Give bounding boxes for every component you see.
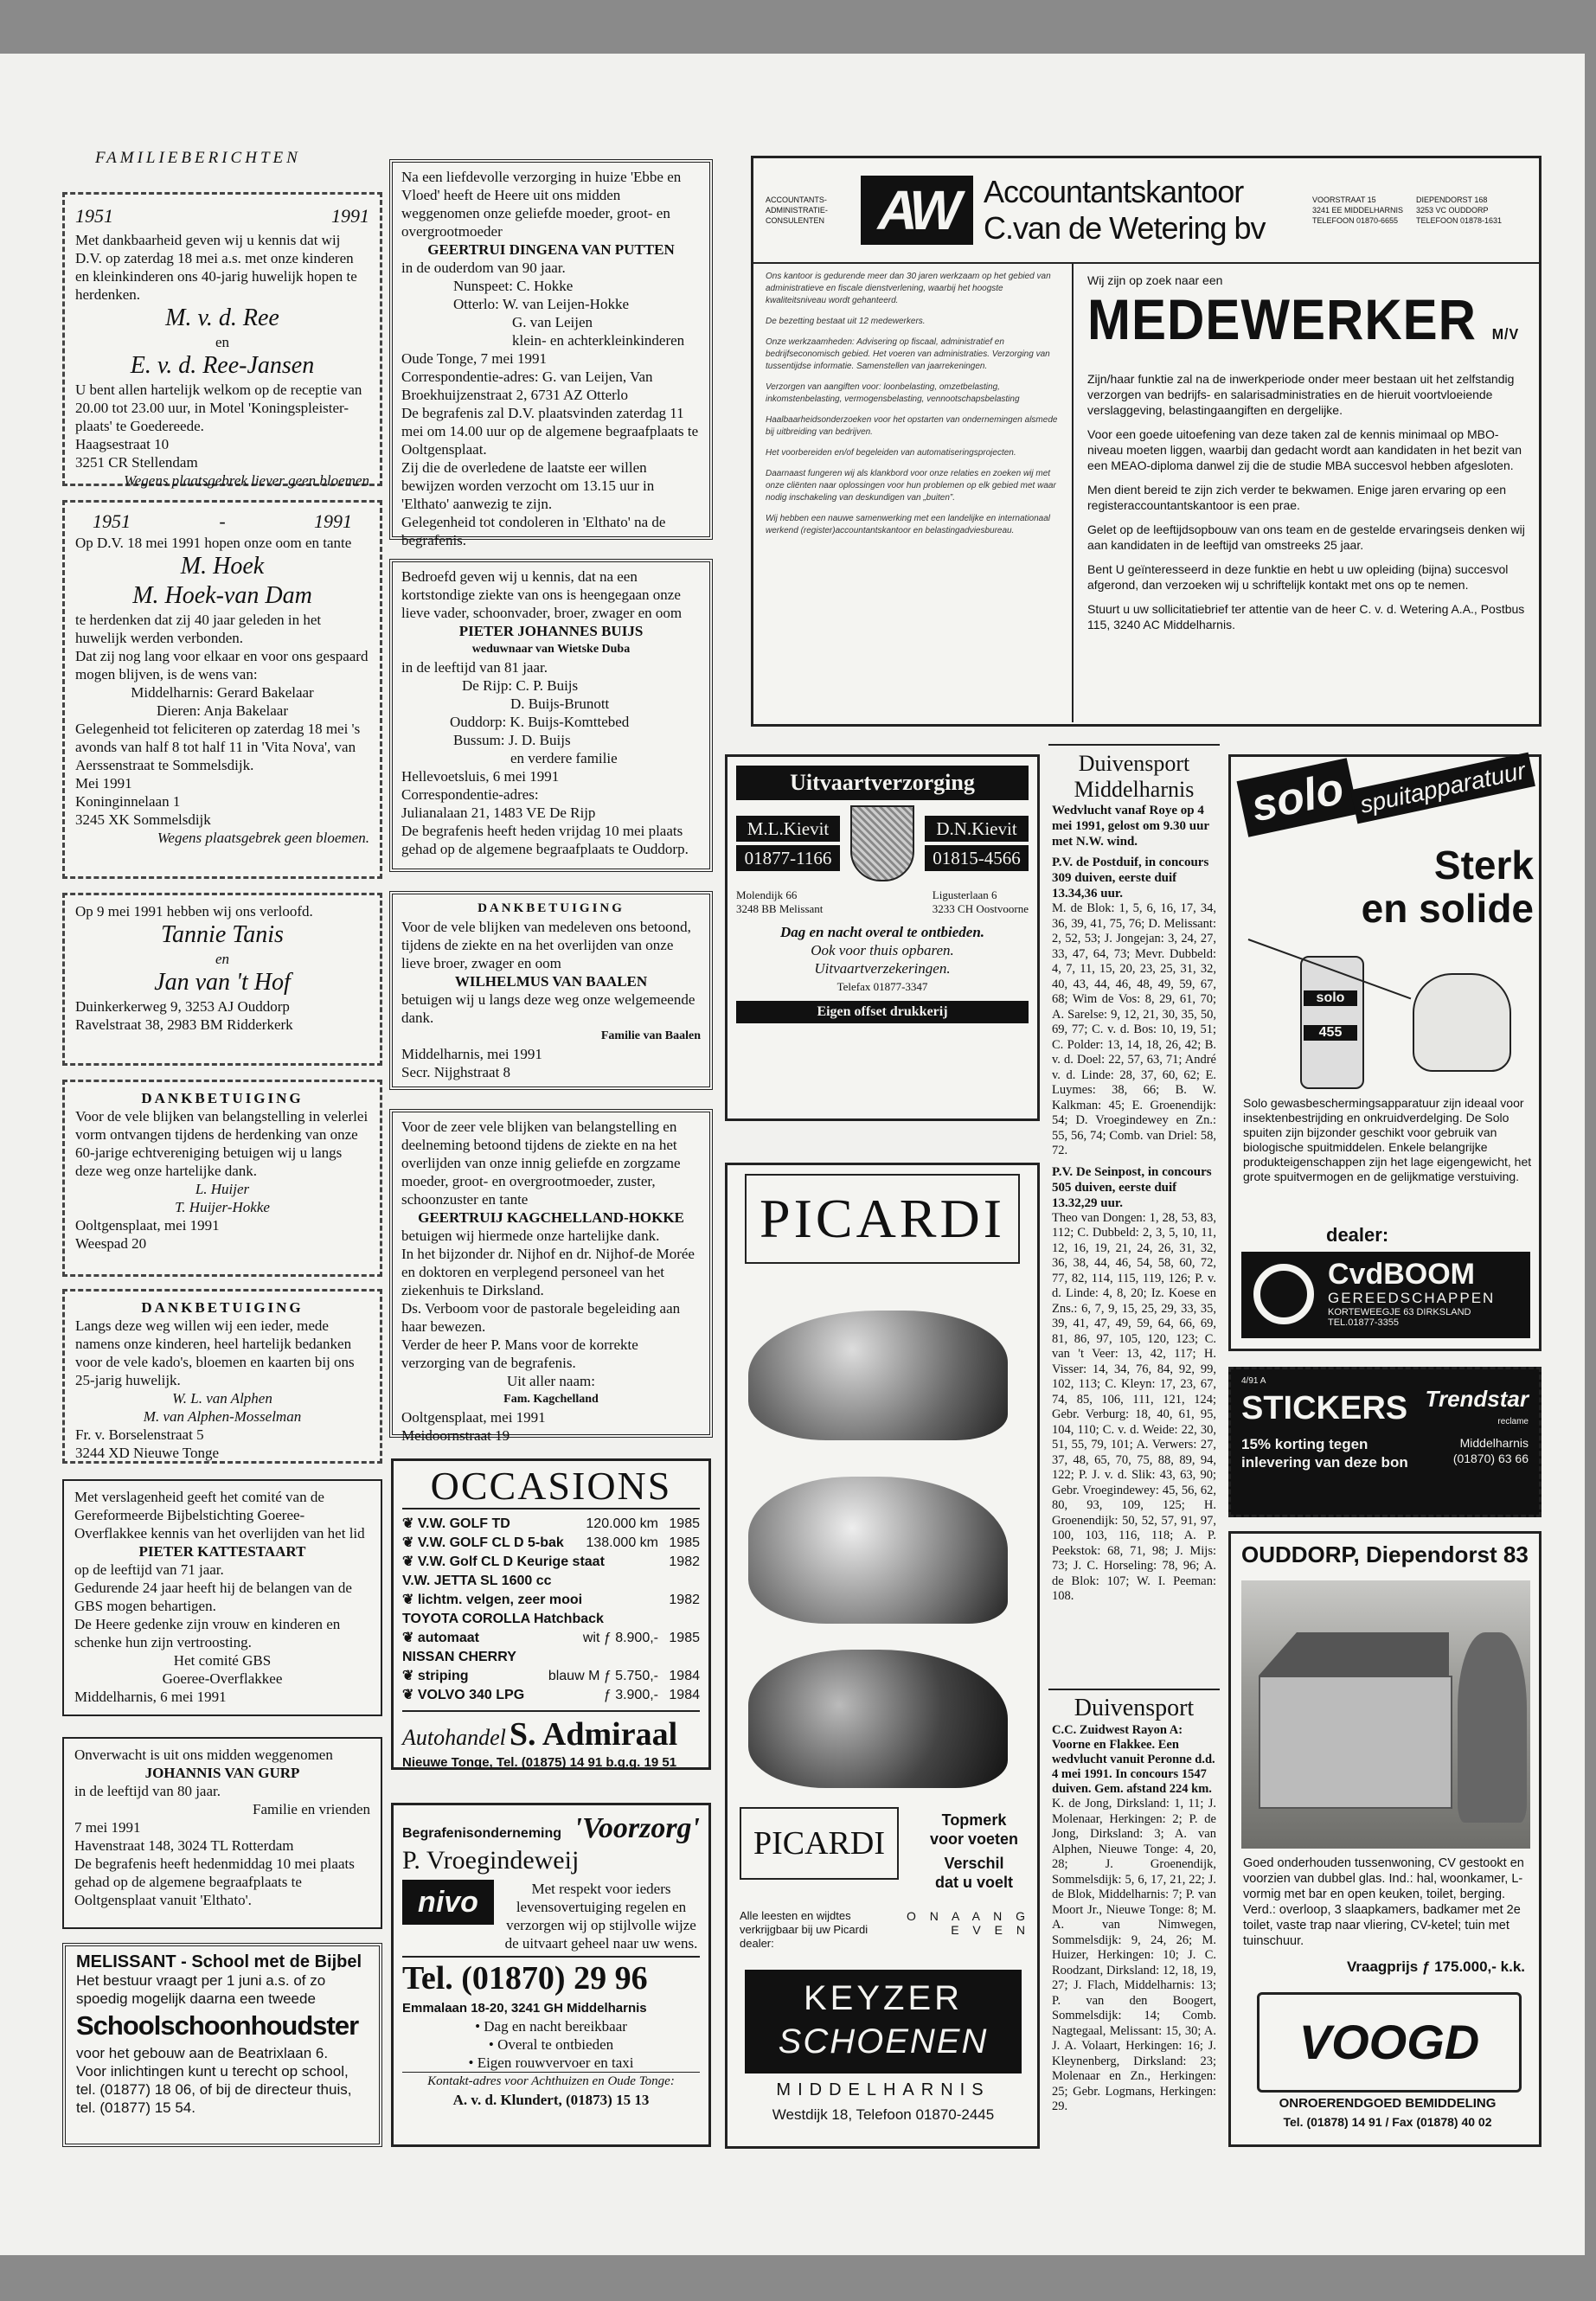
headline-2: en solide bbox=[1361, 886, 1534, 931]
address-line-2: 3251 CR Stellendam bbox=[75, 454, 198, 471]
shop-address: Westdijk 18, Telefoon 01870-2445 bbox=[772, 2106, 995, 2123]
car-row bbox=[402, 1553, 700, 1572]
car-model: TOYOTA COROLLA Hatchback bbox=[402, 1612, 604, 1626]
tag-1: Topmerk bbox=[941, 1811, 1007, 1829]
car-detail: blauw M ƒ 5.750,- bbox=[548, 1669, 658, 1683]
address-1b: 3248 BB Melissant bbox=[736, 902, 824, 915]
crest-icon bbox=[850, 805, 914, 881]
correspondence-2: Julianalaan 21, 1483 VE De Rijp bbox=[401, 804, 596, 821]
tag-2: voor voeten bbox=[929, 1830, 1019, 1848]
place-date: Middelharnis, 6 mei 1991 bbox=[74, 1689, 227, 1705]
dash: - bbox=[219, 510, 226, 532]
ad-text: Goed onderhouden tussenwoning, CV gestookt en voorzien van dubbel glas. Ind.: hal, woonkamer, L-vormig met bar en open keuken, toilet, berging. Verd.: overloop, 3 slaapkamers, badkamer met 2e toilet, vaste trap naar vliering, CV-ketel; tuin met tuinschuur. bbox=[1243, 1856, 1524, 1948]
car-row bbox=[402, 1591, 700, 1610]
address: Havenstraat 148, 3024 TL Rotterdam bbox=[74, 1837, 294, 1854]
obituary-van-putten bbox=[389, 159, 713, 548]
vacancy-intro: Wij zijn op zoek naar een bbox=[1087, 273, 1223, 287]
result-body-2: Theo van Dongen: 1, 28, 53, 83, 112; C. Dubbeld: 2, 3, 5, 10, 11, 12, 16, 19, 21, 24, 26, 31, 32, 36, 38, 44, 46, 54, 58, 60, 72, 77, 82, 114, 115, 119, 126; P. v. d. Linde: 4, 8, 20; Iz. Koese en Zns.: 6, 7, 9, 15, 25, 29, 33, 35, 39, 41, 47, 49, 59, 64, 66, 69, 81, 86, 97, 105, 120, 123; C. van 't Veer: 13, 42, 117; H. Visser: 14, 34, 76, 84, 92, 99, 102, 113; C. Kleyn: 17, 23, 67, 74, 85, 106, 111, 121, 124; Gebr. Verburg: 18, 40, 61, 95, 104, 110; C. v. d. Weide: 22, 30, 51, 55, 79, 101; A. Verwers: 27, 37, 48, 65, 70, 75, 88, 89, 94, 122; P. J. v. d. Slik: 43, 63, 90; Gebr. Vroegindewey: 45, 56, 62, 80, 93, 109, 125; H. Groenendijk: 50, 52, 57, 91, 97, 100, 103, 116, 118; A. P. Peekstok: 68, 71, 98; J. Mijs: 73; J. C. Horseling: 78, 96; A. de Blok: 107; W. I. Peeman: 108. bbox=[1052, 1210, 1216, 1603]
name-2: E. v. d. Ree-Jansen bbox=[130, 352, 315, 379]
age: op de leeftijd van 71 jaar. bbox=[74, 1561, 224, 1578]
deceased-name: JOHANNIS VAN GURP bbox=[144, 1765, 300, 1781]
bullet-3-text: Eigen rouwvervoer en taxi bbox=[477, 2054, 634, 2071]
bullet-1: • Dag en nacht bereikbaar bbox=[475, 2018, 627, 2035]
family-3: Ouddorp: K. Buijs-Komttebed bbox=[450, 714, 630, 730]
car-row bbox=[402, 1534, 700, 1553]
age: in de ouderdom van 90 jaar. bbox=[401, 260, 566, 276]
engagement-ad bbox=[62, 893, 382, 1066]
voogd-logo: VOOGD bbox=[1257, 1992, 1522, 2093]
tank-label-1: solo bbox=[1304, 990, 1357, 1006]
ad-text: Voor de vele blijken van medeleven ons betoond, tijdens de ziekte en na het overlijden van onze lieve broer, zwager en oom bbox=[401, 919, 691, 971]
car-year bbox=[658, 1572, 700, 1591]
result-body-1: M. de Blok: 1, 5, 6, 16, 17, 34, 36, 39, 41, 75, 76; D. Melissant: 2, 52, 53; J. Jongejan: 3, 24, 27, 33, 47, 64, 73; Mevr. Dubbeld: 4, 7, 11, 15, 20, 23, 25, 31, 32, 40, 43, 44, 46, 48, 49, 59, 67, 68; Wim de Vos: 8, 29, 61, 70; A. Sarelse: 9, 12, 21, 30, 35, 50, 69, 77; C. v. d. Bos: 10, 19, 51; C. Polder: 13, 14, 18, 26, 42; B. v. d. Doel: 22, 57, 63, 71; André v. d. Linde: 28, 37, 60, 62; E. Luymes: 38, 66; B. W. Kalkman: 45; E. Groenendijk: 54; D. Vroegindewey en Zn.: 55, 56, 74; Comb. van Driel: 58, 72. bbox=[1052, 901, 1216, 1157]
school-vacancy-ad bbox=[62, 1943, 382, 2147]
result-heading-1: P.V. de Postduif, in concours 309 duiven, eerste duif 13.34,36 uur. bbox=[1052, 856, 1209, 901]
address-line-2: Weespad 20 bbox=[75, 1235, 147, 1252]
address-line-1: Fr. v. Borselenstraat 5 bbox=[75, 1426, 204, 1443]
spray-banner: spuitapparatuur bbox=[1350, 753, 1535, 824]
name-1: M.L.Kievit bbox=[736, 816, 840, 842]
name-2: D.N.Kievit bbox=[925, 816, 1029, 842]
car-year bbox=[658, 1610, 700, 1629]
accountant-vacancy-ad bbox=[751, 156, 1542, 727]
shoe-image-1 bbox=[748, 1311, 1008, 1440]
name-1: M. Hoek bbox=[180, 553, 265, 580]
address: Meidoornstraat 19 bbox=[401, 1427, 510, 1444]
ad-text: Na een liefdevolle verzorging in huize 'Ebbe en Vloed' heeft de Heere uit ons midden weggenomen onze geliefde moeder, groot- en overgrootmoeder bbox=[401, 169, 682, 240]
car-year: 1982 bbox=[669, 1554, 700, 1569]
car-model: ❦ V.W. GOLF CL D 5-bak bbox=[402, 1535, 564, 1550]
year-end: 1991 bbox=[331, 205, 369, 227]
profile-4: Verzorgen van aangiften voor: loonbelasting, omzetbelasting, inkomstenbelasting, vermogensbelasting, vennootschapsbelasting bbox=[766, 382, 1020, 404]
deceased-name: GEERTRUI DINGENA VAN PUTTEN bbox=[427, 241, 675, 258]
family-2: Dieren: Anja Bakelaar bbox=[157, 702, 288, 719]
family-1: Middelharnis: Gerard Bakelaar bbox=[131, 684, 314, 701]
ad-title: DANKBETUIGING bbox=[141, 1090, 304, 1106]
addr-b-2: 3253 VC OUDDORP bbox=[1416, 206, 1489, 215]
obituary-buijs bbox=[389, 559, 713, 872]
name-1: L. Huijer bbox=[195, 1181, 250, 1197]
name-en: en bbox=[215, 334, 230, 350]
car-year: 1984 bbox=[669, 1669, 700, 1683]
tag-3: Verschil bbox=[944, 1855, 1004, 1872]
voorzorg-funeral-ad bbox=[391, 1803, 711, 2147]
contact-2: A. v. d. Klundert, (01873) 15 13 bbox=[452, 2092, 650, 2108]
phone-1: 01877-1166 bbox=[736, 845, 840, 871]
car-year bbox=[658, 1648, 700, 1667]
profile-8: Wij hebben een nauwe samenwerking met een landelijke en internationaal werkend (register)accountantskantoor en belastingadviesbureau. bbox=[766, 514, 1051, 535]
place-date: Hellevoetsluis, 6 mei 1991 bbox=[401, 768, 560, 785]
ad-text-4: Ds. Verboom voor de pastorale begeleiding aan haar bewezen. bbox=[401, 1300, 681, 1335]
family-1: De Rijp: C. P. Buijs bbox=[462, 677, 579, 694]
address-line-2: 3245 XK Sommelsdijk bbox=[75, 811, 211, 828]
dealer-label: dealer: bbox=[1326, 1224, 1389, 1246]
ad-text-2: te herdenken dat zij 40 jaar geleden in het huwelijk werden verbonden. bbox=[75, 612, 322, 646]
address-line-2: Ravelstraat 38, 2983 BM Ridderkerk bbox=[75, 1016, 293, 1033]
family-5: en verdere familie bbox=[510, 750, 618, 766]
name-2: M. Hoek-van Dam bbox=[132, 582, 312, 609]
ad-text: Met dankbaarheid geven wij u kennis dat wij D.V. op zaterdag 18 mei a.s. met onze kinderen en kleinkinderen ons 40-jarig huwelijk hopen te herdenken. bbox=[75, 232, 357, 303]
keyzer-logo bbox=[745, 1970, 1022, 2073]
result-heading-2: P.V. De Seinpost, in concours 505 duiven, eerste duif 13.32,29 uur. bbox=[1052, 1164, 1212, 1210]
offer-2: inlevering van deze bon bbox=[1241, 1454, 1408, 1471]
car-row bbox=[402, 1629, 700, 1648]
ad-text-4: Gelegenheid tot condoleren in 'Elthato' na de begrafenis. bbox=[401, 514, 666, 548]
family-4: klein- en achterkleinkinderen bbox=[512, 332, 685, 349]
ad-text: Op 9 mei 1991 hebben wij ons verloofd. bbox=[75, 903, 313, 920]
owner-name: P. Vroegindeweij bbox=[402, 1846, 580, 1875]
profile-3: Onze werkzaamheden: Advisering op fiscaal, administratief en bedrijfseconomisch gebied. Het voeren van administraties. Verzorging van tussentijdse informatie. Samenstellen van jaarrekeningen. bbox=[766, 337, 1050, 371]
car-model: NISSAN CHERRY bbox=[402, 1650, 516, 1664]
kievit-funeral-ad bbox=[725, 754, 1040, 1121]
car-model: ❦ V.W. GOLF TD bbox=[402, 1516, 510, 1531]
contact-town: Middelharnis bbox=[1459, 1436, 1529, 1450]
obituary-van-gurp bbox=[62, 1737, 382, 1929]
slogan-2: Ook voor thuis opbaren. bbox=[811, 942, 954, 958]
sprayer-image bbox=[1248, 939, 1525, 1086]
year-start: 1951 bbox=[93, 510, 131, 532]
ad-text-2: betuigen wij u langs deze weg onze welgemeende dank. bbox=[401, 991, 695, 1026]
car-model: ❦ striping bbox=[402, 1669, 469, 1683]
ad-text-2: voor het gebouw aan de Beatrixlaan 6. bbox=[76, 2045, 329, 2061]
ad-text: Langs deze weg willen wij een ieder, mede namens onze kinderen, heel hartelijk bedanken voor de vele kado's, bloemen en kaarten bij ons 25-jarig huwelijk. bbox=[75, 1317, 355, 1388]
pigeon-racing-article-2 bbox=[1048, 1689, 1220, 2147]
age: in de leeftijd van 81 jaar. bbox=[401, 659, 548, 676]
company-type: Begrafenisonderneming bbox=[402, 1826, 562, 1841]
car-year: 1984 bbox=[669, 1688, 700, 1702]
dealer-note: Alle leesten en wijdtes verkrijgbaar bij uw Picardi dealer: bbox=[740, 1909, 869, 1950]
trendstar-logo: Trendstar bbox=[1425, 1386, 1529, 1412]
ad-title: DANKBETUIGING bbox=[478, 901, 625, 915]
slogan-1: Dag en nacht overal te ontbieden. bbox=[779, 924, 985, 940]
phone: Tel. (01870) 29 96 bbox=[402, 1956, 700, 1999]
job-title-text: MEDEWERKER bbox=[1087, 287, 1477, 352]
thanks-ad-kagchelland bbox=[389, 1109, 713, 1444]
bullet-3: • Eigen rouwvervoer en taxi bbox=[468, 2054, 634, 2071]
ad-text: Met verslagenheid geeft het comité van de Gereformeerde Bijbelstichting Goeree-Overflakkee kennis van het overlijden van het lid bbox=[74, 1489, 365, 1541]
address: Secr. Nijghstraat 8 bbox=[401, 1064, 511, 1080]
profile-5: Haalbaarheidsonderzoeken voor het opstarten van ondernemingen alsmede bij uitbreiding van bedrijven. bbox=[766, 415, 1058, 437]
aw-logo: AW bbox=[861, 176, 973, 245]
ad-title: OUDDORP, Diependorst 83 bbox=[1241, 1541, 1529, 1567]
article-title-1: Duivensport bbox=[1078, 751, 1190, 776]
ad-text-2: De begrafenis heeft hedenmiddag 10 mei plaats gehad op de algemene begraafplaats te Ooltgensplaat vanuit 'Elthato'. bbox=[74, 1856, 355, 1908]
car-year: 1985 bbox=[669, 1535, 700, 1550]
company-name-1: Accountantskantoor bbox=[984, 174, 1244, 209]
car-model: ❦ V.W. Golf CL D Keurige staat bbox=[402, 1554, 605, 1569]
addr-a-3: TELEFOON 01870-6655 bbox=[1312, 216, 1399, 225]
brand: 'Voorzorg' bbox=[574, 1812, 700, 1844]
dealer-name: CvdBOOM bbox=[1328, 1258, 1475, 1291]
vacancy-p2: Voor een goede uitoefening van deze taken zal de kennis minimaal op MBO-niveau moeten liggen, waarbij dan gedacht wordt aan kandidaten in het bezit van een MEAO-diploma danwel zij die de studie MBA succesvol hebben afgesloten. bbox=[1087, 427, 1522, 472]
reception: U bent allen hartelijk welkom op de receptie van 20.00 tot 23.00 uur, in Motel 'Koningspleister-plaats' te Goedereede. bbox=[75, 381, 362, 434]
solo-sprayer-ad bbox=[1228, 754, 1542, 1351]
name-1: W. L. van Alphen bbox=[172, 1390, 272, 1407]
note: Wegens plaatsgebrek geen bloemen. bbox=[157, 830, 369, 846]
cvdboom-logo bbox=[1241, 1252, 1530, 1338]
place-date: Middelharnis, mei 1991 bbox=[401, 1046, 542, 1062]
shop-name-1: KEYZER bbox=[803, 1979, 964, 2017]
family-3: G. van Leijen bbox=[512, 314, 593, 330]
headline-1: Sterk bbox=[1433, 843, 1534, 888]
ad-text-5: Verder de heer P. Mans voor de korrekte verzorging van de begrafenis. bbox=[401, 1336, 638, 1371]
dealer-prefix: Autohandel bbox=[402, 1725, 506, 1750]
print-bar: Eigen offset drukkerij bbox=[736, 1001, 1029, 1023]
signature-1: Uit aller naam: bbox=[507, 1373, 595, 1389]
gender-label: M/V bbox=[1491, 326, 1520, 343]
ad-text-2: Gedurende 24 jaar heeft hij de belangen van de GBS mogen behartigen. bbox=[74, 1580, 352, 1614]
vacancy-text bbox=[1074, 264, 1539, 722]
brand-logo-small: PICARDI bbox=[740, 1807, 899, 1880]
coupon-code: 4/91 A bbox=[1241, 1376, 1266, 1386]
car-list bbox=[402, 1515, 700, 1705]
address-1a: Molendijk 66 bbox=[736, 888, 798, 901]
ad-text-3: Zij die de overledene de laatste eer willen bewijzen worden verzocht om 13.15 uur in 'Elthato' aanwezig te zijn. bbox=[401, 459, 655, 512]
family-2: D. Buijs-Brunott bbox=[510, 695, 610, 712]
reception: Gelegenheid tot feliciteren op zaterdag 18 mei 's avonds van half 8 tot half 11 in 'Vita Nova', van Aerssenstraat te Sommelsdijk. bbox=[75, 721, 361, 773]
article-title-2: Middelharnis bbox=[1074, 777, 1195, 802]
anniversary-ad-ree bbox=[62, 192, 382, 489]
address-line-1: Haagsestraat 10 bbox=[75, 436, 170, 452]
car-year: 1985 bbox=[669, 1516, 700, 1531]
ad-text-3: In het bijzonder dr. Nijhof en dr. Nijhof-de Morée en doktoren en verplegend personeel van het ziekenhuis te Dirksland. bbox=[401, 1246, 695, 1298]
ad-text-3: Voor inlichtingen kunt u terecht op school, tel. (01877) 18 06, of bij de directeur thuis, tel. (01877) 15 54. bbox=[76, 2063, 352, 2116]
ad-title: MELISSANT - School met de Bijbel bbox=[76, 1952, 362, 1971]
address-ouddorp bbox=[1416, 195, 1511, 226]
arc-text: O N A A N G E V E N bbox=[906, 1909, 1030, 1937]
profile-2: De bezetting bestaat uit 12 medewerkers. bbox=[766, 317, 926, 326]
article-body: K. de Jong, Dirksland: 1, 11; J. Molenaar, Herkingen: 2; P. de Jong, Dirksland: 3; A. van Alphen, Nieuwe Tonge: 4, 20, 28; J. Groenendijk, Sommelsdijk: 5, 6, 17, 21, 22; J. de Blok, Middelharnis: 7; P. van Moort Jr., Nieuwe Tonge: 8; M. A. van Nimwegen, Sommelsdijk: 9, 24, 26; M. Huizer, Herkingen: 10; J. C. Roodzant, Dirksland: 12, 18, 19, 27; J. Flach, Middelharnis: 13; P. van den Boogert, Sommelsdijk: 14; Comb. Nagtegaal, Melissant: 15, 30; A. J. A. Volaart, Herkingen: 16; J. Kleynenberg, Dirksland: 23; Molenaar en Zn., Herkingen: 25; Gebr. Logmans, Herkingen: 29. bbox=[1052, 1797, 1216, 2113]
house-photo bbox=[1241, 1580, 1530, 1849]
deceased-name: GEERTRUIJ KAGCHELLAND-HOKKE bbox=[418, 1209, 684, 1226]
car-year: 1985 bbox=[669, 1631, 700, 1645]
car-row bbox=[402, 1515, 700, 1534]
phone-2: 01815-4566 bbox=[925, 845, 1029, 871]
shoe-image-3 bbox=[748, 1650, 1008, 1788]
addr-a-2: 3241 EE MIDDELHARNIS bbox=[1312, 206, 1404, 215]
article-title: Duivensport bbox=[1074, 1695, 1195, 1721]
stickers-coupon bbox=[1228, 1367, 1542, 1517]
ad-text: Voor de vele blijken van belangstelling in velerlei vorm ontvangen tijdens de herdenking van onze 60-jarige echtvereniging betuigen wij u langs deze weg onze hartelijke dank. bbox=[75, 1108, 369, 1179]
car-row bbox=[402, 1610, 700, 1629]
services-line-2: ADMINISTRATIE- bbox=[766, 206, 828, 215]
house-sale-ad bbox=[1228, 1531, 1542, 2147]
ad-text-3: De Heere gedenke zijn vrouw en kinderen en schenke hun zijn vertroosting. bbox=[74, 1616, 341, 1650]
services-line-1: ACCOUNTANTS- bbox=[766, 195, 827, 204]
anniversary-ad-hoek bbox=[62, 500, 382, 879]
deceased-name: WILHELMUS VAN BAALEN bbox=[454, 973, 648, 990]
car-model: ❦ VOLVO 340 LPG bbox=[402, 1688, 525, 1702]
tank-label-2: 455 bbox=[1304, 1025, 1357, 1041]
place-date: Oude Tonge, 7 mei 1991 bbox=[401, 350, 547, 367]
article-lead: C.C. Zuidwest Rayon A: Voorne en Flakkee. Een wedvlucht vanuit Peronne d.d. 4 mei 1991. In concours 1547 duiven. Gem. afstand 224 km. bbox=[1052, 1723, 1215, 1796]
thanks-ad-van-baalen bbox=[389, 891, 713, 1090]
section-header: FAMILIEBERICHTEN bbox=[95, 149, 301, 167]
car-model: ❦ lichtm. velgen, zeer mooi bbox=[402, 1593, 583, 1607]
contact-1: Kontakt-adres voor Achthuizen en Oude Tonge: bbox=[402, 2072, 700, 2091]
services-label bbox=[766, 195, 861, 226]
name-2: M. van Alphen-Mosselman bbox=[143, 1408, 302, 1425]
ad-text: Solo gewasbeschermingsapparatuur zijn ideaal voor insektenbestrijding en onkruidverdelging. De Solo spuiten zijn bijzonder geschikt voor gebruik van biologische spuitmiddelen. Enkele belangrijke produkteigenschappen zijn het lage eigengewicht, het grote spuitvermogen en de gelijkmatige verstuiving. bbox=[1243, 1096, 1532, 1183]
address-line-2: 3244 XD Nieuwe Tonge bbox=[75, 1445, 220, 1461]
name-2: Jan van 't Hof bbox=[154, 969, 291, 996]
ad-title: OCCASIONS bbox=[402, 1465, 700, 1509]
address-line-1: Ooltgensplaat, mei 1991 bbox=[75, 1217, 220, 1234]
profile-1: Ons kantoor is gedurende meer dan 30 jaren werkzaam op het gebied van administratieve en fiscale dienstverlening, waarbij het hoogste kwaliteitsniveau wordt gehanteerd. bbox=[766, 272, 1051, 305]
contact-phone: (01870) 63 66 bbox=[1452, 1452, 1529, 1465]
family-2: Otterlo: W. van Leijen-Hokke bbox=[453, 296, 630, 312]
age: in de leeftijd van 80 jaar. bbox=[74, 1783, 221, 1799]
article-lead: Wedvlucht vanaf Roye op 4 mei 1991, gelost om 9.30 uur met N.W. wind. bbox=[1052, 804, 1209, 849]
address-middelharnis bbox=[1312, 195, 1416, 226]
deceased-name: PIETER JOHANNES BUIJS bbox=[458, 623, 644, 639]
funeral-info: De begrafenis heeft heden vrijdag 10 mei plaats gehad op de algemene begraafplaats te Ouddorp. bbox=[401, 823, 689, 857]
year-end: 1991 bbox=[313, 510, 352, 532]
widower-of: weduwnaar van Wietske Duba bbox=[471, 643, 631, 656]
car-row bbox=[402, 1667, 700, 1686]
address: Emmalaan 18-20, 3241 GH Middelharnis bbox=[402, 2001, 647, 2016]
car-row bbox=[402, 1686, 700, 1705]
correspondence: Correspondentie-adres: G. van Leijen, Van Broekhuijzenstraat 2, 6731 AZ Otterlo bbox=[401, 369, 653, 403]
thanks-ad-van-alphen bbox=[62, 1289, 382, 1464]
dealer-address: Nieuwe Tonge, Tel. (01875) 14 91 b.g.g. 19 51 bbox=[402, 1755, 677, 1770]
town: MIDDELHARNIS bbox=[776, 2080, 990, 2099]
signature-2: Goeree-Overflakkee bbox=[162, 1670, 283, 1687]
address-line-1: Koninginnelaan 1 bbox=[75, 793, 181, 810]
shop-name-2: SCHOENEN bbox=[778, 2022, 989, 2061]
ad-text-3: Dat zij nog lang voor elkaar en voor ons gespaard mogen blijven, is de wens van: bbox=[75, 648, 369, 683]
job-title bbox=[1087, 284, 1525, 371]
tagline bbox=[918, 1811, 1030, 1892]
name-1: M. v. d. Ree bbox=[165, 304, 279, 331]
ad-text-2: betuigen wij hiermede onze hartelijke dank. bbox=[401, 1227, 660, 1244]
contact: Tel. (01878) 14 91 / Fax (01878) 40 02 bbox=[1283, 2115, 1492, 2129]
signature-1: Het comité GBS bbox=[173, 1652, 272, 1669]
fax: Telefax 01877-3347 bbox=[836, 980, 928, 993]
address-2a: Ligusterlaan 6 bbox=[932, 888, 997, 901]
ad-text: Bedroefd geven wij u kennis, dat na een kortstondige ziekte van ons is heengegaan onze lieve vader, schoonvader, broer, zwager en oom bbox=[401, 568, 683, 621]
ad-text: Voor de zeer vele blijken van belangstelling en deelneming betoond tijdens de ziekte en na het overlijden van onze innig geliefde en zorgzame moeder, groot- en overgrootmoeder, zuster, schoonzuster en tante bbox=[401, 1118, 681, 1208]
funeral-info: De begrafenis zal D.V. plaatsvinden zaterdag 11 mei om 14.00 uur op de algemene begraafplaats te Ooltgensplaat. bbox=[401, 405, 699, 458]
brand-logo: PICARDI bbox=[745, 1174, 1020, 1264]
addr-b-3: TELEFOON 01878-1631 bbox=[1416, 216, 1503, 225]
car-detail: 138.000 km bbox=[586, 1535, 658, 1550]
address-line-1: Duinkerkerweg 9, 3253 AJ Ouddorp bbox=[75, 998, 290, 1015]
company-name-2: C.van de Wetering bv bbox=[984, 210, 1266, 246]
car-year: 1982 bbox=[669, 1593, 700, 1607]
picardi-shoes-ad bbox=[725, 1163, 1040, 2149]
dealer-sub: GEREEDSCHAPPEN bbox=[1328, 1290, 1496, 1306]
pigeon-racing-article-1 bbox=[1048, 744, 1220, 1687]
car-model: ❦ automaat bbox=[402, 1631, 479, 1645]
slogan-3: Uitvaartverzekeringen. bbox=[814, 960, 951, 977]
profile-7: Daarnaast fungeren wij als klankbord voor onze relaties en zoeken wij met onze cliënten naar oplossingen voor hun problemen op elk gebied met waar nodig inschakeling van deskundigen van „buiten”. bbox=[766, 469, 1056, 503]
car-row bbox=[402, 1572, 700, 1591]
car-detail: ƒ 3.900,- bbox=[603, 1688, 658, 1702]
name-2: T. Huijer-Hokke bbox=[175, 1199, 270, 1215]
coupon-title: STICKERS bbox=[1241, 1390, 1408, 1426]
shoe-image-2 bbox=[748, 1477, 1008, 1624]
year-start: 1951 bbox=[75, 205, 113, 227]
obituary-kattestaart bbox=[62, 1479, 382, 1716]
addr-a-1: VOORSTRAAT 15 bbox=[1312, 195, 1376, 204]
company-profile bbox=[753, 264, 1074, 722]
dealer-address: KORTEWEEGJE 63 DIRKSLAND bbox=[1328, 1307, 1471, 1317]
car-row bbox=[402, 1648, 700, 1667]
place-date: Ooltgensplaat, mei 1991 bbox=[401, 1409, 546, 1426]
signature-2: Fam. Kagchelland bbox=[503, 1393, 599, 1406]
vacancy-p4: Gelet op de leeftijdsopbouw van ons team en de gestelde ervaringseis denken wij aan kandidaten in de leeftijd van omstreeks 25 jaar. bbox=[1087, 522, 1525, 552]
family-4: Bussum: J. D. Buijs bbox=[453, 732, 571, 748]
car-detail: wit ƒ 8.900,- bbox=[582, 1631, 658, 1645]
vacancy-p1: Zijn/haar funktie zal na de inwerkperiode onder meer bestaan uit het zelfstandig verzorgen van bedrijfs- en salarisadministraties en de hieruit voortvloeiende verslaggeving, belastingaangiften en dergelijke. bbox=[1087, 372, 1515, 417]
ad-text: Met respekt voor ieders levensovertuiging regelen en verzorgen wij op stijlvolle wijze de uitvaart geheel naar uw wens. bbox=[504, 1881, 698, 1952]
deceased-name: PIETER KATTESTAART bbox=[138, 1543, 306, 1560]
price: Vraagprijs ƒ 175.000,- k.k. bbox=[1346, 1958, 1525, 1975]
addr-b-1: DIEPENDORST 168 bbox=[1416, 195, 1488, 204]
address-2b: 3233 CH Oostvoorne bbox=[932, 902, 1029, 915]
offer-1: 15% korting tegen bbox=[1241, 1436, 1368, 1452]
car-model: V.W. JETTA SL 1600 cc bbox=[402, 1574, 552, 1588]
job-title: Schoolschoonhoudster bbox=[76, 2010, 359, 2041]
bullet-2: • Overal te ontbieden bbox=[488, 2036, 614, 2053]
ad-text: Op D.V. 18 mei 1991 hopen onze oom en tante bbox=[75, 535, 352, 551]
family: Familie en vrienden bbox=[253, 1801, 370, 1817]
date: 7 mei 1991 bbox=[74, 1819, 141, 1836]
note: Wegens plaatsgebrek liever geen bloemen bbox=[124, 472, 369, 489]
trendstar-sub: reclame bbox=[1497, 1417, 1529, 1426]
date: Mei 1991 bbox=[75, 775, 132, 792]
occasions-ad bbox=[391, 1458, 711, 1770]
dealer-phone: TEL.01877-3355 bbox=[1328, 1317, 1399, 1328]
bullet-1-text: Dag en nacht bereikbaar bbox=[484, 2018, 627, 2035]
vacancy-p3: Men dient bereid te zijn zich verder te bekwamen. Enige jaren ervaring op een registeraccountantskantoor is een prae. bbox=[1087, 483, 1507, 512]
ad-text: Onverwacht is uit ons midden weggenomen bbox=[74, 1747, 333, 1763]
vacancy-p5: Bent U geïnteresseerd in deze funktie en hebt u uw opleiding (bijna) succesvol afgerond, dan verzoeken wij u schriftelijk kontakt met ons op te nemen. bbox=[1087, 562, 1509, 592]
vacancy-p6: Stuurt u uw sollicitatiebrief ter attentie van de heer C. v. d. Wetering A.A., Postbus 115, 3240 AC Middelharnis. bbox=[1087, 602, 1525, 631]
services-line-3: CONSULENTEN bbox=[766, 216, 825, 225]
solo-logo: solo bbox=[1237, 758, 1359, 837]
profile-6: Het voorbereiden en/of begeleiden van automatiseringsprojecten. bbox=[766, 448, 1016, 458]
ad-text: Het bestuur vraagt per 1 juni a.s. of zo spoedig mogelijk daarna een tweede bbox=[76, 1972, 326, 2007]
car-detail: 120.000 km bbox=[586, 1516, 658, 1531]
ad-title: DANKBETUIGING bbox=[141, 1299, 304, 1316]
dealer-name: S. Admiraal bbox=[509, 1716, 678, 1753]
nivo-logo: nivo bbox=[402, 1880, 494, 1925]
name-en: en bbox=[215, 951, 230, 967]
ad-title: Uitvaartverzorging bbox=[736, 766, 1029, 800]
tag-4: dat u voelt bbox=[934, 1874, 1013, 1891]
boom-emblem-icon bbox=[1253, 1264, 1314, 1324]
thanks-ad-huijer bbox=[62, 1080, 382, 1277]
logo-sub: ONROERENDGOED BEMIDDELING bbox=[1279, 2096, 1497, 2111]
name-1: Tannie Tanis bbox=[161, 921, 284, 948]
bullet-2-text: Overal te ontbieden bbox=[497, 2036, 614, 2053]
family: Familie van Baalen bbox=[600, 1029, 701, 1042]
correspondence-1: Correspondentie-adres: bbox=[401, 786, 539, 803]
family-1: Nunspeet: C. Hokke bbox=[453, 278, 574, 294]
